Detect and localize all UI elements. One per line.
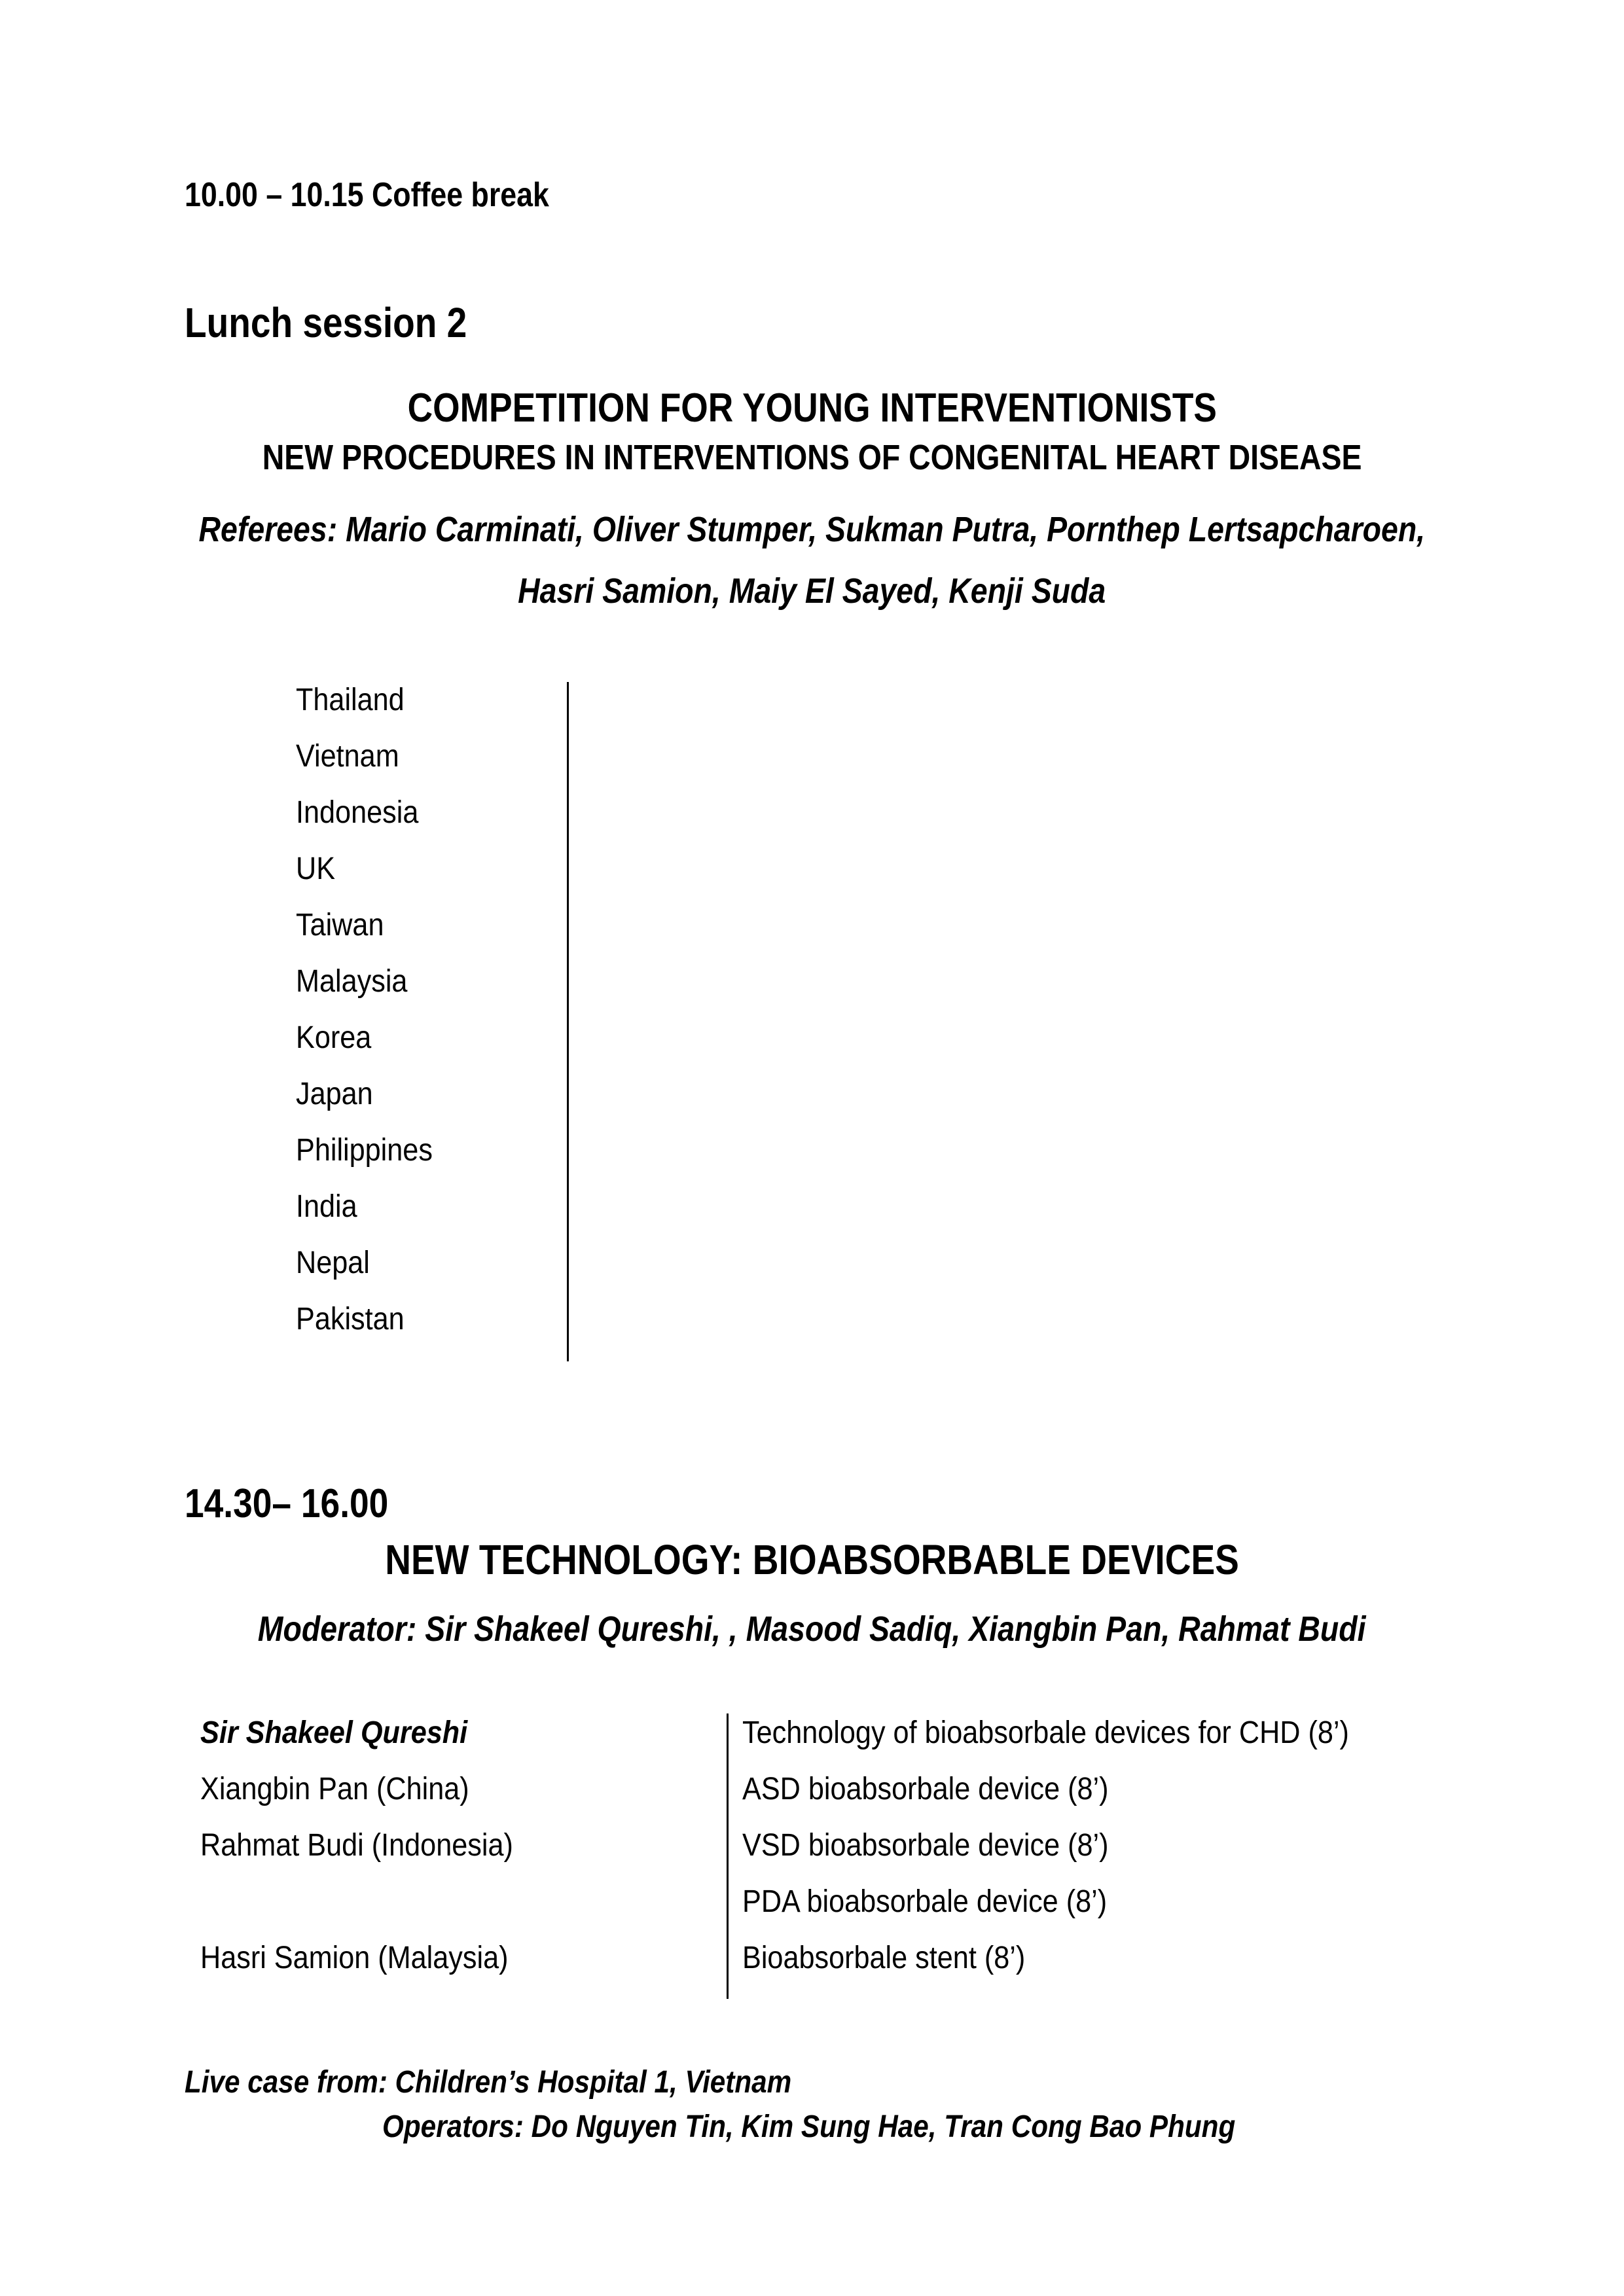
talk-title: PDA bioabsorbale device (8’) xyxy=(742,1884,1108,1919)
country-item: India xyxy=(296,1189,357,1224)
country-item: Japan xyxy=(296,1077,373,1111)
moderator-text: Moderator: Sir Shakeel Qureshi, , Masood Sadiq, Xiangbin Pan, Rahmat Budi xyxy=(258,1609,1366,1649)
referees-line-2 xyxy=(0,571,1624,611)
live-case-line: Live case from: Children’s Hospital 1, Vietnam xyxy=(185,2065,792,2100)
country-item: Vietnam xyxy=(296,739,399,774)
competition-subtitle xyxy=(0,437,1624,478)
talk-speaker: Sir Shakeel Qureshi xyxy=(200,1715,468,1750)
country-item: Philippines xyxy=(296,1133,433,1168)
country-item: Taiwan xyxy=(296,908,384,942)
country-column-divider xyxy=(567,682,569,1361)
talk-title: Bioabsorbale stent (8’) xyxy=(742,1941,1026,1975)
talk-title: VSD bioabsorbale device (8’) xyxy=(742,1828,1109,1863)
country-list xyxy=(296,681,448,1356)
talk-speaker: Rahmat Budi (Indonesia) xyxy=(200,1828,513,1863)
country-item: UK xyxy=(296,852,336,886)
operators-line: Operators: Do Nguyen Tin, Kim Sung Hae, Tran Cong Bao Phung xyxy=(382,2109,1236,2144)
session-title xyxy=(0,1535,1624,1584)
country-item: Thailand xyxy=(296,683,405,717)
country-item: Indonesia xyxy=(296,795,419,830)
country-item: Nepal xyxy=(296,1246,370,1280)
talk-speaker: Hasri Samion (Malaysia) xyxy=(200,1941,509,1975)
referees-line-1-text: Referees: Mario Carminati, Oliver Stumper, Sukman Putra, Pornthep Lertsapcharoen, xyxy=(198,510,1426,549)
competition-title xyxy=(0,385,1624,431)
competition-subtitle-text: NEW PROCEDURES IN INTERVENTIONS OF CONGENITAL HEART DISEASE xyxy=(262,438,1362,477)
talk-speaker: Xiangbin Pan (China) xyxy=(200,1772,469,1806)
talk-title: ASD bioabsorbale device (8’) xyxy=(742,1772,1109,1806)
talk-title: Technology of bioabsorbale devices for CHD (8’) xyxy=(742,1715,1349,1750)
lunch-session-heading: Lunch session 2 xyxy=(185,299,467,346)
session-time: 14.30– 16.00 xyxy=(185,1481,389,1526)
referees-line-2-text: Hasri Samion, Maiy El Sayed, Kenji Suda xyxy=(518,571,1106,611)
competition-title-text: COMPETITION FOR YOUNG INTERVENTIONISTS xyxy=(407,386,1217,431)
country-item: Malaysia xyxy=(296,964,408,999)
referees-line-1 xyxy=(0,509,1624,550)
session-title-text: NEW TECHNOLOGY: BIOABSORBABLE DEVICES xyxy=(385,1536,1239,1583)
coffee-break-heading: 10.00 – 10.15 Coffee break xyxy=(185,176,549,214)
country-item: Korea xyxy=(296,1020,372,1055)
talk-column-divider xyxy=(727,1713,729,1999)
moderator-line xyxy=(0,1609,1624,1649)
country-item: Pakistan xyxy=(296,1302,405,1336)
